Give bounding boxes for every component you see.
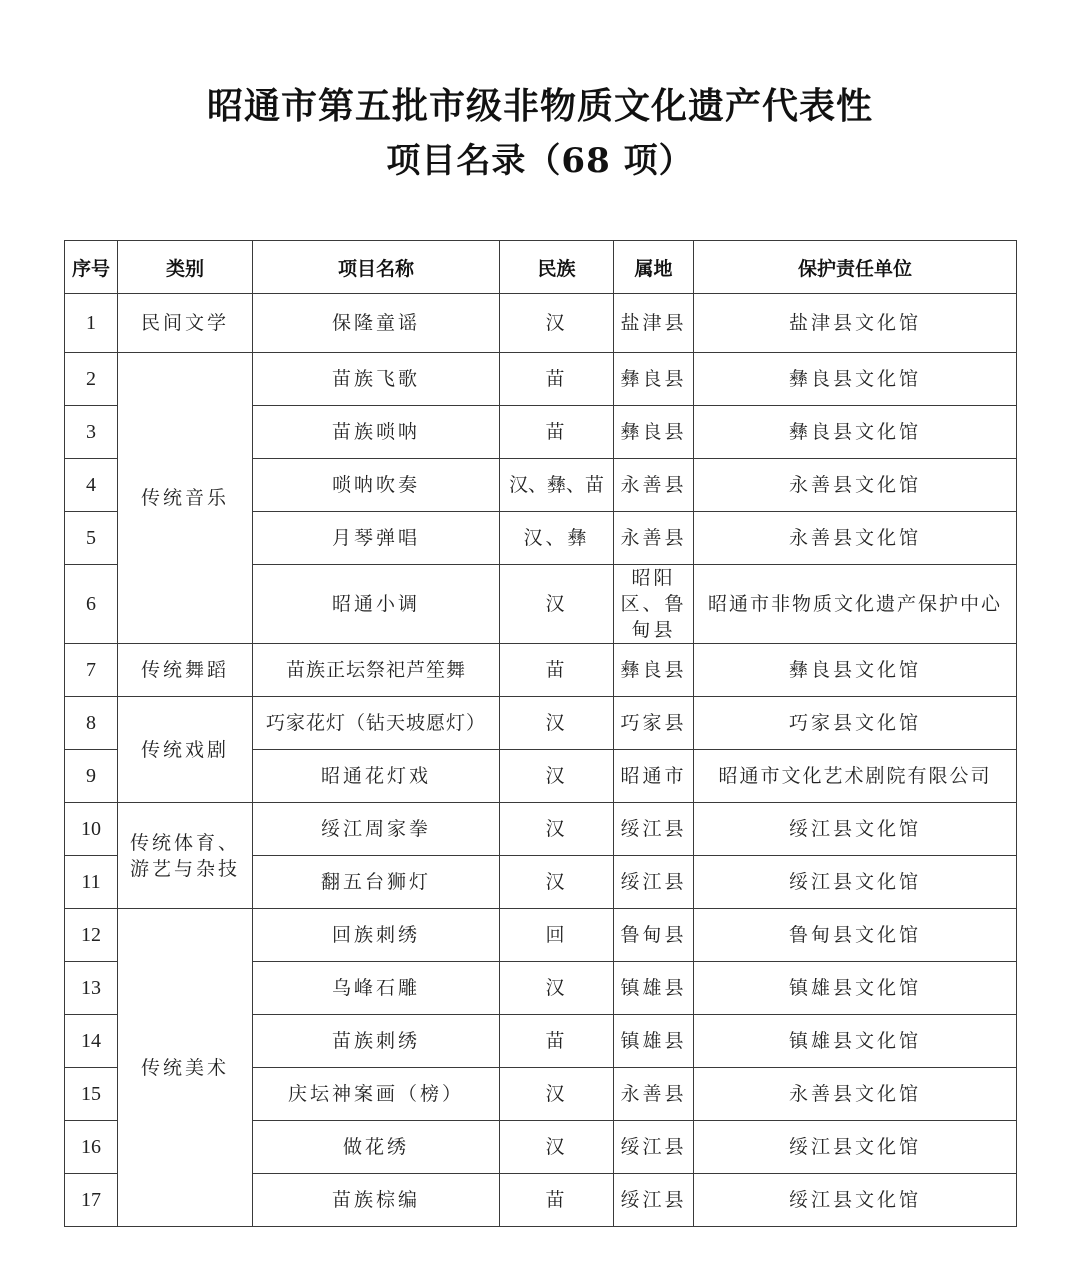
cell-project-name: 苗族唢呐 (253, 406, 500, 459)
cell-ethnic: 苗 (500, 353, 614, 406)
cell-ethnic: 汉 (500, 697, 614, 750)
cell-seq: 4 (65, 459, 118, 512)
cell-ethnic: 苗 (500, 644, 614, 697)
cell-seq: 10 (65, 803, 118, 856)
cell-seq: 7 (65, 644, 118, 697)
cell-region: 巧家县 (614, 697, 694, 750)
cell-protection-unit: 永善县文化馆 (694, 459, 1017, 512)
cell-region: 永善县 (614, 459, 694, 512)
cell-seq: 5 (65, 512, 118, 565)
cell-protection-unit: 绥江县文化馆 (694, 856, 1017, 909)
cell-region: 镇雄县 (614, 962, 694, 1015)
table-row (65, 803, 1017, 856)
cell-seq: 16 (65, 1121, 118, 1174)
cell-category: 传统美术 (118, 909, 253, 1227)
heritage-list-table (64, 240, 1017, 1227)
cell-project-name: 苗族正坛祭祀芦笙舞 (253, 644, 500, 697)
cell-region: 彝良县 (614, 644, 694, 697)
table-row (65, 909, 1017, 962)
cell-category: 传统戏剧 (118, 697, 253, 803)
header-seq: 序号 (65, 241, 118, 294)
cell-seq: 9 (65, 750, 118, 803)
cell-protection-unit: 永善县文化馆 (694, 1068, 1017, 1121)
cell-protection-unit: 镇雄县文化馆 (694, 962, 1017, 1015)
cell-region: 昭阳区、鲁甸县 (614, 565, 694, 644)
cell-ethnic: 汉 (500, 1068, 614, 1121)
cell-seq: 17 (65, 1174, 118, 1227)
page-subtitle: 项目名录（68 项） (386, 141, 694, 181)
cell-seq: 13 (65, 962, 118, 1015)
cell-protection-unit: 鲁甸县文化馆 (694, 909, 1017, 962)
cell-protection-unit: 巧家县文化馆 (694, 697, 1017, 750)
cell-seq: 3 (65, 406, 118, 459)
cell-project-name: 昭通花灯戏 (253, 750, 500, 803)
cell-region: 鲁甸县 (614, 909, 694, 962)
cell-seq: 2 (65, 353, 118, 406)
cell-project-name: 苗族棕编 (253, 1174, 500, 1227)
cell-protection-unit: 镇雄县文化馆 (694, 1015, 1017, 1068)
cell-ethnic: 汉 (500, 962, 614, 1015)
header-protection-unit: 保护责任单位 (694, 241, 1017, 294)
cell-project-name: 翻五台狮灯 (253, 856, 500, 909)
cell-ethnic: 苗 (500, 1015, 614, 1068)
cell-project-name: 昭通小调 (253, 565, 500, 644)
header-region: 属地 (614, 241, 694, 294)
cell-category: 民间文学 (118, 294, 253, 353)
cell-category: 传统音乐 (118, 353, 253, 644)
cell-project-name: 唢呐吹奏 (253, 459, 500, 512)
table-header-row (65, 241, 1017, 294)
cell-region: 昭通市 (614, 750, 694, 803)
cell-seq: 15 (65, 1068, 118, 1121)
cell-category: 传统舞蹈 (118, 644, 253, 697)
cell-project-name: 乌峰石雕 (253, 962, 500, 1015)
cell-project-name: 庆坛神案画（榜） (253, 1068, 500, 1121)
table-row (65, 644, 1017, 697)
header-project-name: 项目名称 (253, 241, 500, 294)
cell-seq: 6 (65, 565, 118, 644)
cell-region: 镇雄县 (614, 1015, 694, 1068)
cell-protection-unit: 绥江县文化馆 (694, 1121, 1017, 1174)
cell-protection-unit: 彝良县文化馆 (694, 406, 1017, 459)
cell-ethnic: 汉 (500, 856, 614, 909)
cell-region: 彝良县 (614, 353, 694, 406)
header-category: 类别 (118, 241, 253, 294)
header-ethnic: 民族 (500, 241, 614, 294)
cell-region: 盐津县 (614, 294, 694, 353)
cell-project-name: 月琴弹唱 (253, 512, 500, 565)
cell-ethnic: 汉 (500, 565, 614, 644)
cell-region: 永善县 (614, 512, 694, 565)
cell-seq: 11 (65, 856, 118, 909)
cell-region: 绥江县 (614, 803, 694, 856)
cell-ethnic: 汉 (500, 1121, 614, 1174)
cell-protection-unit: 永善县文化馆 (694, 512, 1017, 565)
cell-protection-unit: 昭通市文化艺术剧院有限公司 (694, 750, 1017, 803)
cell-seq: 1 (65, 294, 118, 353)
cell-seq: 14 (65, 1015, 118, 1068)
cell-protection-unit: 彝良县文化馆 (694, 644, 1017, 697)
cell-protection-unit: 彝良县文化馆 (694, 353, 1017, 406)
cell-ethnic: 汉、彝、苗 (500, 459, 614, 512)
table-row (65, 294, 1017, 353)
cell-ethnic: 汉、彝 (500, 512, 614, 565)
cell-ethnic: 汉 (500, 294, 614, 353)
cell-ethnic: 苗 (500, 1174, 614, 1227)
cell-ethnic: 汉 (500, 803, 614, 856)
cell-project-name: 回族刺绣 (253, 909, 500, 962)
cell-ethnic: 苗 (500, 406, 614, 459)
cell-category: 传统体育、游艺与杂技 (118, 803, 253, 909)
page-title: 昭通市第五批市级非物质文化遗产代表性 (206, 85, 873, 127)
cell-protection-unit: 昭通市非物质文化遗产保护中心 (694, 565, 1017, 644)
cell-region: 绥江县 (614, 1174, 694, 1227)
cell-project-name: 巧家花灯（钻天坡愿灯） (253, 697, 500, 750)
cell-region: 彝良县 (614, 406, 694, 459)
cell-region: 绥江县 (614, 856, 694, 909)
cell-ethnic: 汉 (500, 750, 614, 803)
cell-region: 绥江县 (614, 1121, 694, 1174)
table-row (65, 353, 1017, 406)
cell-protection-unit: 盐津县文化馆 (694, 294, 1017, 353)
cell-project-name: 绥江周家拳 (253, 803, 500, 856)
cell-project-name: 做花绣 (253, 1121, 500, 1174)
cell-seq: 12 (65, 909, 118, 962)
cell-region: 永善县 (614, 1068, 694, 1121)
cell-project-name: 保隆童谣 (253, 294, 500, 353)
cell-project-name: 苗族刺绣 (253, 1015, 500, 1068)
cell-ethnic: 回 (500, 909, 614, 962)
cell-project-name: 苗族飞歌 (253, 353, 500, 406)
table-row (65, 697, 1017, 750)
cell-seq: 8 (65, 697, 118, 750)
cell-protection-unit: 绥江县文化馆 (694, 803, 1017, 856)
cell-protection-unit: 绥江县文化馆 (694, 1174, 1017, 1227)
